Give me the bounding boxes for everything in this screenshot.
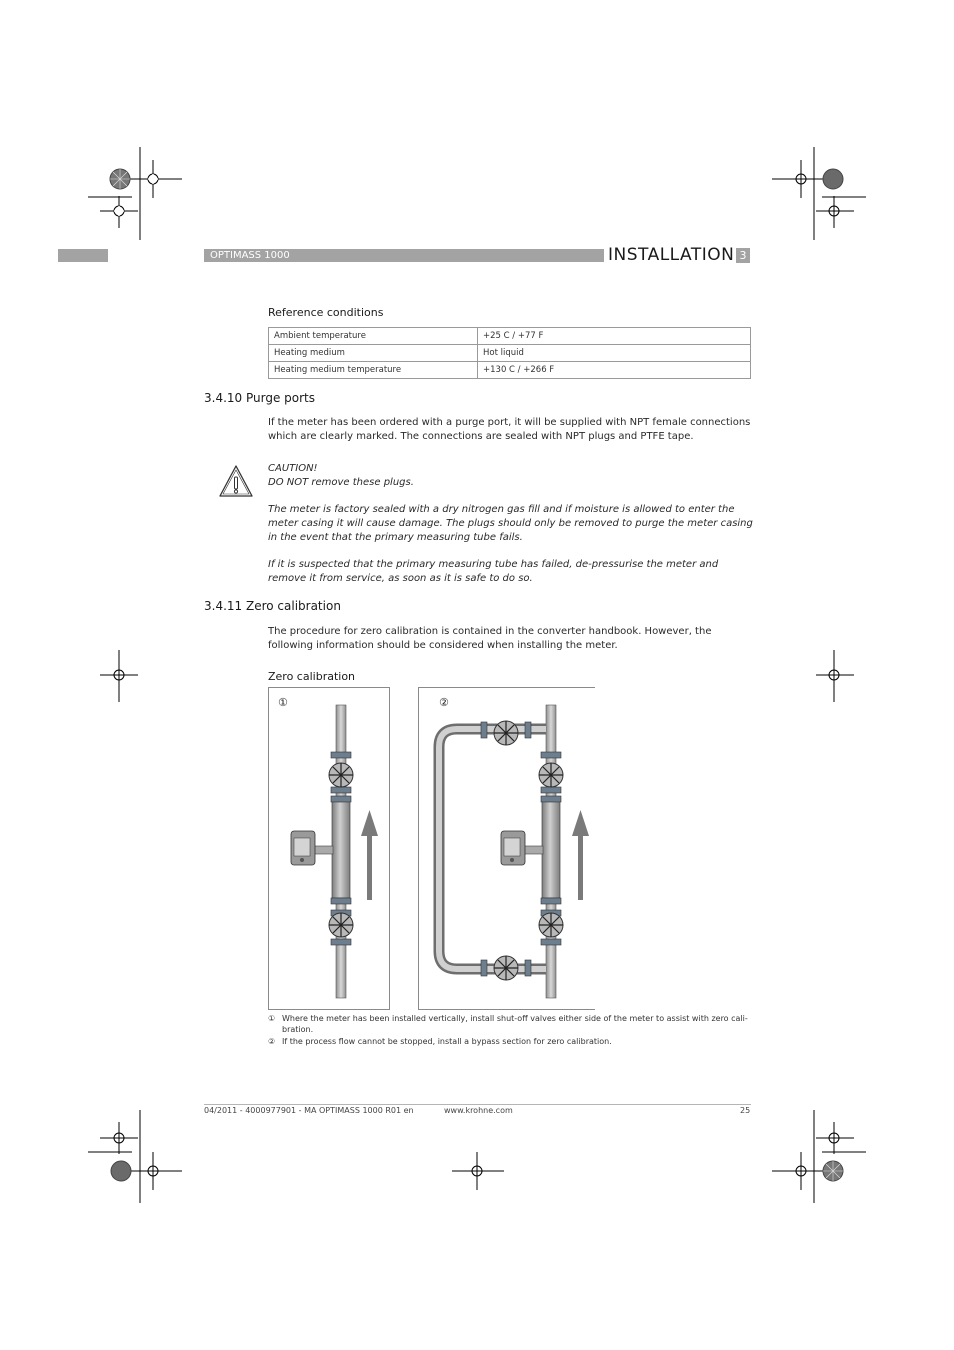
caption-2-marker: ②	[268, 1037, 276, 1046]
purge-ports-heading: 3.4.10 Purge ports	[204, 391, 315, 405]
paragraph-line: The procedure for zero calibration is contained in the converter handbook. However, the	[268, 626, 712, 637]
table-cell: Hot liquid	[478, 345, 751, 362]
reference-conditions-table	[268, 327, 751, 379]
figure-2-marker: ②	[439, 696, 449, 709]
caution-line: in the event that the primary measuring tube fails.	[268, 532, 523, 543]
caution-title: CAUTION!	[268, 463, 318, 474]
caption-line: Where the meter has been installed vertically, install shut-off valves either side of the meter to assist with zero cali-	[282, 1014, 748, 1023]
footer-page-number: 25	[740, 1106, 751, 1115]
header-section-title: INSTALLATION	[608, 245, 735, 265]
caution-line: meter casing it will cause damage. The plugs should only be removed to purge the meter casing	[268, 518, 753, 529]
figure-title: Zero calibration	[268, 670, 356, 683]
header-tab-left	[58, 249, 108, 262]
caution-line: If it is suspected that the primary measuring tube has failed, de-pressurise the meter and	[268, 559, 719, 570]
vertical-installation-diagram	[269, 688, 389, 1009]
paragraph-line: If the meter has been ordered with a purge port, it will be supplied with NPT female connections	[268, 417, 751, 428]
caution-line: remove it from service, as soon as it is safe to do so.	[268, 573, 533, 584]
caution-line: DO NOT remove these plugs.	[268, 477, 414, 488]
table-cell: Ambient temperature	[269, 328, 478, 345]
caption-line: If the process flow cannot be stopped, install a bypass section for zero calibration.	[282, 1037, 612, 1046]
figure-1-panel	[268, 687, 390, 1010]
table-cell: Heating medium	[269, 345, 478, 362]
bypass-installation-diagram	[419, 688, 595, 1009]
zero-calibration-heading: 3.4.11 Zero calibration	[204, 599, 341, 613]
footer-doc-ref: 04/2011 - 4000977901 - MA OPTIMASS 1000 R01 en	[204, 1106, 414, 1115]
purge-ports-paragraph	[268, 416, 750, 444]
paragraph-line: following information should be considered when installing the meter.	[268, 640, 618, 651]
caution-line: The meter is factory sealed with a dry nitrogen gas fill and if moisture is allowed to enter the	[268, 504, 735, 515]
table-row	[269, 362, 751, 379]
table-cell: +25 C / +77 F	[478, 328, 751, 345]
header-product-name: OPTIMASS 1000	[210, 250, 290, 261]
table-row	[269, 328, 751, 345]
footer-divider	[204, 1104, 751, 1105]
caption-1	[282, 1013, 752, 1035]
table-cell: Heating medium temperature	[269, 362, 478, 379]
table-cell: +130 C / +266 F	[478, 362, 751, 379]
caption-line: bration.	[282, 1025, 314, 1034]
footer-website: www.krohne.com	[444, 1106, 513, 1115]
header-chapter-number: 3	[736, 248, 750, 263]
figure-1-marker: ①	[278, 696, 288, 709]
zero-calibration-paragraph	[268, 625, 711, 653]
paragraph-line: which are clearly marked. The connections are sealed with NPT plugs and PTFE tape.	[268, 431, 694, 442]
table-row	[269, 345, 751, 362]
figure-2-panel	[418, 687, 595, 1010]
warning-triangle-icon	[218, 463, 254, 499]
caption-1-marker: ①	[268, 1014, 276, 1023]
reference-conditions-heading: Reference conditions	[268, 306, 384, 319]
caution-block	[268, 462, 753, 586]
caption-2	[282, 1036, 752, 1047]
